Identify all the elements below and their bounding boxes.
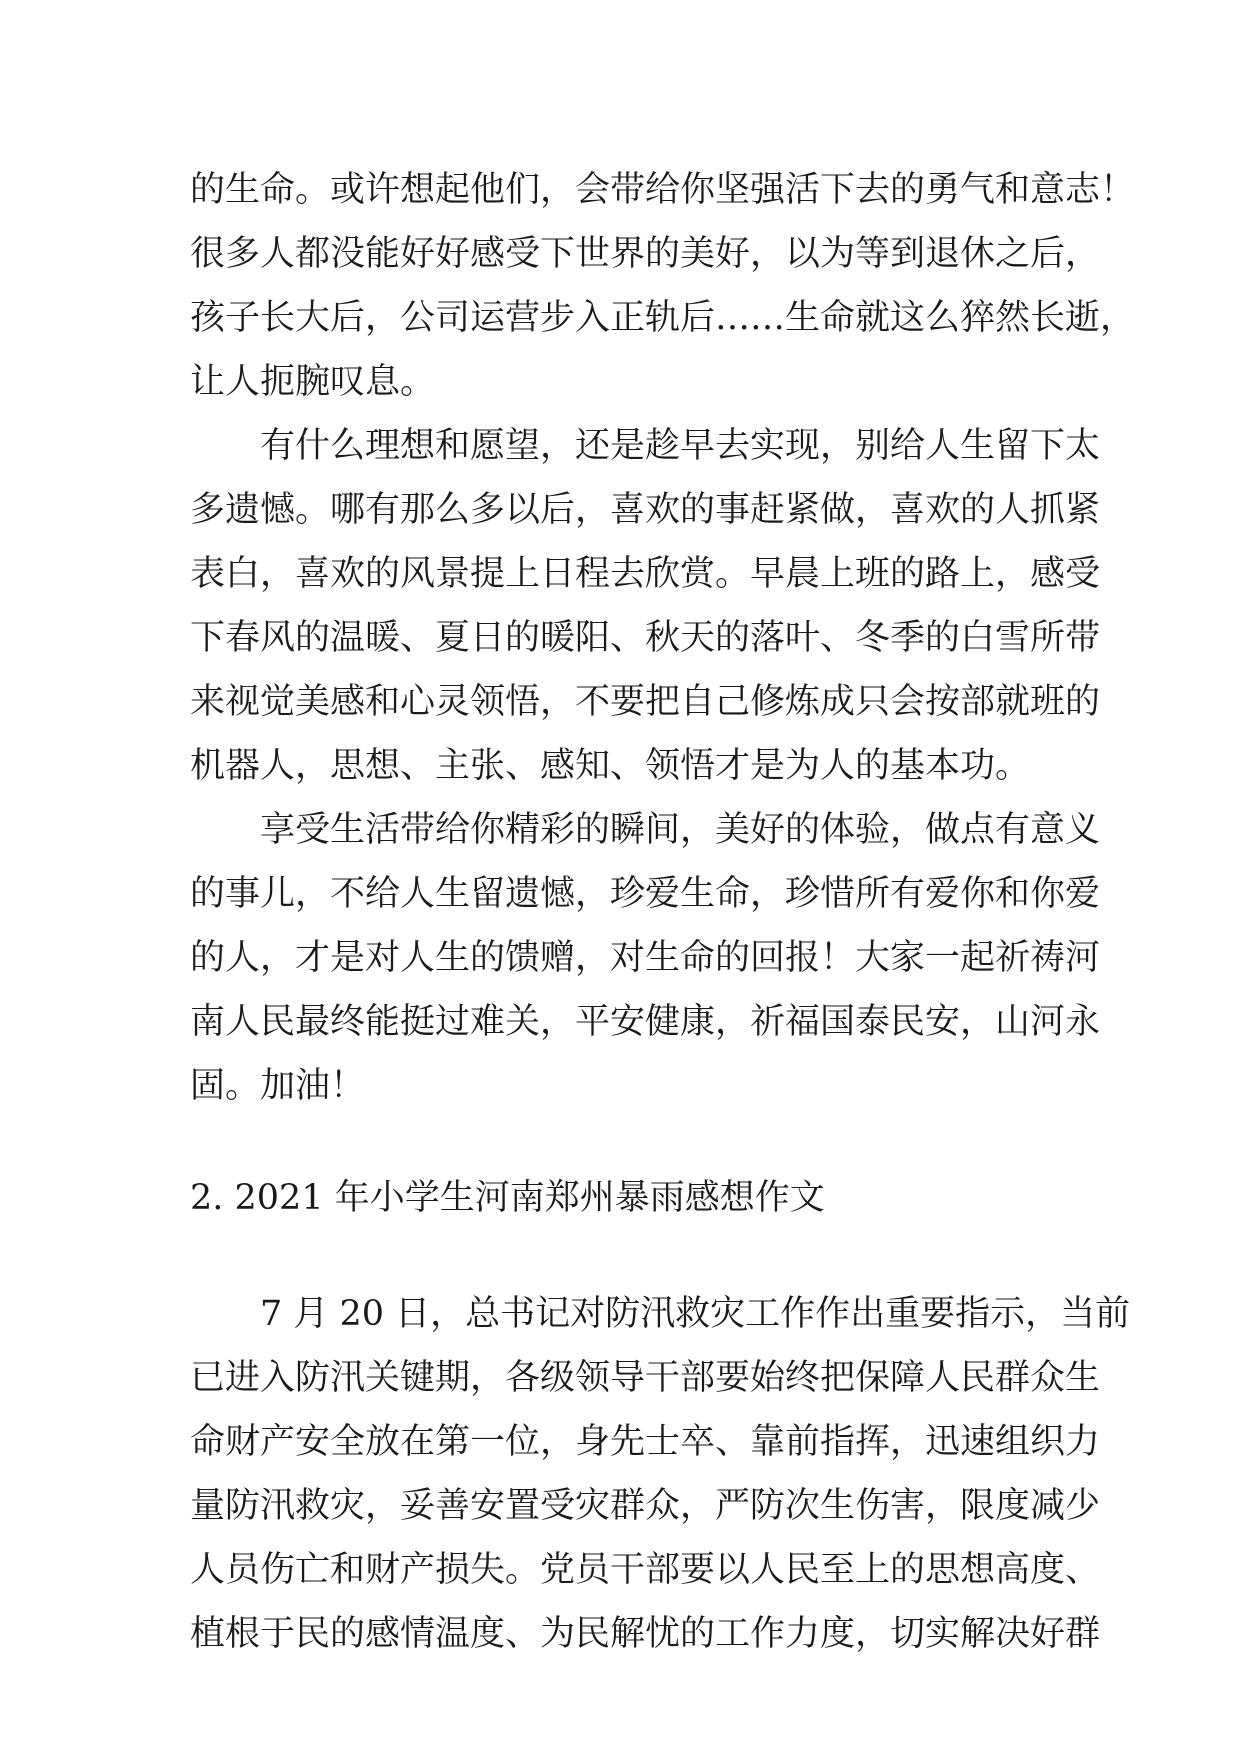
text-line: 量防汛救灾，妥善安置受灾群众，严防次生伤害，限度减少 [190,1486,1101,1526]
document-body [190,158,1136,1666]
text-line: 表白，喜欢的风景提上日程去欣赏。早晨上班的路上，感受 [190,554,1101,594]
paragraph-1 [190,158,1136,414]
text-line: 来视觉美感和心灵领悟，不要把自己修炼成只会按部就班的 [190,682,1101,722]
text-line: 固。加油！ [190,1066,366,1106]
text-line: 命财产安全放在第一位，身先士卒、靠前指挥，迅速组织力 [190,1422,1101,1462]
text-line: 南人民最终能挺过难关，平安健康，祈福国泰民安，山河永 [190,1002,1101,1042]
text-line: 已进入防汛关键期，各级领导干部要始终把保障人民群众生 [190,1358,1101,1398]
text-line: 很多人都没能好好感受下世界的美好，以为等到退休之后， [190,234,1101,274]
text-line: 植根于民的感情温度、为民解忧的工作力度，切实解决好群 [190,1614,1101,1654]
text-line: 的事儿，不给人生留遗憾，珍爱生命，珍惜所有爱你和你爱 [190,874,1101,914]
text-line: 的人，才是对人生的馈赠，对生命的回报！大家一起祈祷河 [190,938,1101,978]
paragraph-2 [190,414,1101,798]
section-heading: 2. 2021 年小学生河南郑州暴雨感想作文 [190,1178,825,1218]
text-line: 机器人，思想、主张、感知、领悟才是为人的基本功。 [190,746,1031,786]
paragraph-3 [190,798,1101,1118]
text-line: 多遗憾。哪有那么多以后，喜欢的事赶紧做，喜欢的人抓紧 [190,490,1101,530]
text-line: 有什么理想和愿望，还是趁早去实现，别给人生留下太 [260,426,1101,466]
paragraph-4 [190,1282,1131,1666]
text-line: 享受生活带给你精彩的瞬间，美好的体验，做点有意义 [260,810,1101,850]
text-line: 的生命。或许想起他们，会带给你坚强活下去的勇气和意志！ [190,170,1136,210]
text-line: 下春风的温暖、夏日的暖阳、秋天的落叶、冬季的白雪所带 [190,618,1101,658]
text-line: 让人扼腕叹息。 [190,362,436,402]
text-line: 孩子长大后，公司运营步入正轨后……生命就这么猝然长逝， [190,298,1136,338]
text-line: 7 月 20 日，总书记对防汛救灾工作作出重要指示，当前 [260,1294,1131,1334]
text-line: 人员伤亡和财产损失。党员干部要以人民至上的思想高度、 [190,1550,1101,1590]
